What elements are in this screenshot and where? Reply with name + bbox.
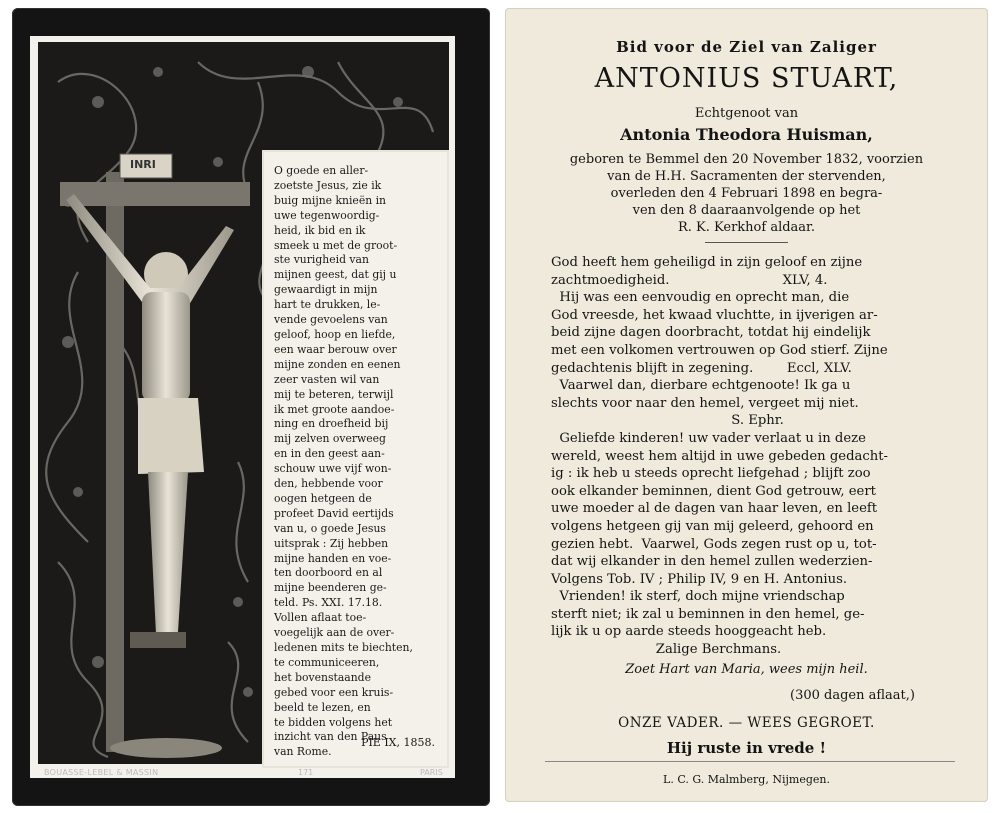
prayer-line: smeek u met de groot- <box>274 238 398 252</box>
prayer-line: ledenen mits te biechten, <box>274 641 413 654</box>
body-line: lijk ik u op aarde steeds hooggeacht heb. <box>551 624 827 640</box>
body-line: met een volkomen vertrouwen op God stierf. Zijne <box>551 342 888 358</box>
prayer-line: mijne beenderen ge- <box>274 581 387 595</box>
prayer-line: uwe tegenwoordig- <box>274 208 380 222</box>
body-line: sterft niet; ik zal u beminnen in den hemel, ge- <box>551 606 865 622</box>
body-line: slechts voor naar den hemel, vergeet mij niet. <box>551 395 859 411</box>
rest-in-peace: Hij ruste in vrede ! <box>666 739 827 757</box>
prayer-line: zoetste Jesus, zie ik <box>274 178 382 192</box>
body-line: Zalige Berchmans. <box>551 642 782 658</box>
city-footer: PARIS <box>420 768 443 777</box>
prayer-line: ning en droefheid bij <box>274 417 389 431</box>
card-number-footer: 171 <box>298 768 314 777</box>
body-line: volgens hetgeen gij van mij geleerd, gehoord en <box>551 518 874 534</box>
prayer-line: mijne zonden en eenen <box>274 357 401 371</box>
prayer-line: een waar berouw over <box>274 342 397 356</box>
body-line: Vaarwel dan, dierbare echtgenoote! Ik ga u <box>551 378 851 394</box>
prayer-signature: PIE IX, 1858. <box>361 736 435 749</box>
prayer-line: te bidden volgens het <box>274 715 393 729</box>
prayer-line: oogen hetgeen de <box>274 491 372 505</box>
prayer-line: mij zelven overweeg <box>274 432 386 446</box>
publisher-footer: BOUASSE-LEBEL & MASSIN <box>44 768 159 777</box>
indulgence-note: (300 dagen aflaat,) <box>790 688 915 703</box>
body-line: wereld, weest hem altijd in uwe gebeden gedacht- <box>551 448 889 464</box>
biography-line: van de H.H. Sacramenten der stervenden, <box>607 169 886 184</box>
prayer-line: mij te beteren, terwijl <box>274 387 394 401</box>
biography-line: R. K. Kerkhof aldaar. <box>678 220 815 235</box>
right-card-memorial-back <box>505 8 988 802</box>
prayer-line: geloof, hoop en liefde, <box>274 327 396 341</box>
body-line: ook elkander beminnen, dient God getrouw, eert <box>551 483 876 499</box>
prayer-text <box>274 164 440 760</box>
body-line: beid zijne dagen doorbracht, totdat hij eindelijk <box>551 325 871 341</box>
prayer-panel <box>262 150 449 768</box>
prayer-line: ste vurigheid van <box>274 253 369 267</box>
body-line: gedachtenis blijft in zegening. Eccl, XLV. <box>551 360 852 376</box>
prayer-line: ten doorboord en al <box>274 566 383 580</box>
prayer-line: hart te drukken, le- <box>274 298 381 312</box>
body-line: uwe moeder al de dagen van haar leven, en leeft <box>551 501 878 517</box>
prayer-line: van u, o goede Jesus <box>274 521 386 535</box>
prayer-line: vende gevoelens van <box>274 313 388 327</box>
body-line: Vrienden! ik sterf, doch mijne vriendschap <box>551 589 845 605</box>
deceased-name: ANTONIUS STUART, <box>594 63 899 94</box>
body-line: ig : ik heb u steeds oprecht liefgehad ; blijft zoo <box>551 466 871 482</box>
prayer-line: voegelijk aan de over- <box>274 626 395 640</box>
body-line: zachtmoedigheid. XLV, 4. <box>551 272 828 288</box>
prayer-line: schouw uwe vijf won- <box>274 462 392 476</box>
biography-line: ven den 8 daaraanvolgende op het <box>632 203 861 218</box>
prayer-line: heid, ik bid en ik <box>274 223 366 237</box>
body-line: God heeft hem geheiligd in zijn geloof en zijne <box>551 255 863 270</box>
body-line: S. Ephr. <box>551 413 784 429</box>
prayer-line: buig mijne knieën in <box>274 193 386 207</box>
prayer-line: inzicht van den Paus <box>274 730 387 744</box>
biography-line: overleden den 4 Februari 1898 en begra- <box>610 186 883 201</box>
prayer-line: uitsprak : Zij hebben <box>274 536 389 550</box>
memorial-body-text <box>551 254 971 659</box>
divider-rule-top <box>705 242 788 243</box>
prayer-line: profeet David eertijds <box>274 506 394 520</box>
prayer-line: van Rome. <box>274 745 332 759</box>
prayer-line: O goede en aller- <box>274 164 369 177</box>
biography-text <box>505 151 988 236</box>
body-line: Hij was een eenvoudig en oprecht man, die <box>551 290 850 306</box>
prayer-line: mijnen geest, dat gij u <box>274 268 397 282</box>
printer-credit: L. C. G. Malmberg, Nijmegen. <box>663 773 830 786</box>
body-line: God vreesde, het kwaad vluchtte, in ijverigen ar- <box>551 307 878 323</box>
prayer-line: den, hebbende voor <box>274 477 383 491</box>
prayer-line: mijne handen en voe- <box>274 551 392 565</box>
prayer-line: beeld te lezen, en <box>274 700 371 714</box>
inri-plaque: INRI <box>130 158 156 171</box>
memorial-heading: Bid voor de Ziel van Zaliger <box>616 38 877 56</box>
body-line: gezien hebt. Vaarwel, Gods zegen rust op u, tot- <box>551 536 877 552</box>
body-line: dat wij elkander in den hemel zullen wederzien- <box>551 554 873 570</box>
body-line: Volgens Tob. IV ; Philip IV, 9 en H. Antonius. <box>551 571 848 587</box>
prayer-line: Vollen aflaat toe- <box>274 611 367 625</box>
prayers-line: ONZE VADER. — WEES GEGROET. <box>618 715 875 731</box>
prayer-line: ik met groote aandoe- <box>274 402 395 416</box>
spouse-name: Antonia Theodora Huisman, <box>620 125 873 144</box>
biography-line: geboren te Bemmel den 20 November 1832, voorzien <box>569 152 924 167</box>
ejaculation-prayer: Zoet Hart van Maria, wees mijn heil. <box>625 662 868 677</box>
relation-line: Echtgenoot van <box>694 106 799 121</box>
prayer-line: te communiceeren, <box>274 655 380 669</box>
prayer-line: het bovenstaande <box>274 670 371 684</box>
prayer-line: en in den geest aan- <box>274 447 385 461</box>
prayer-line: zeer vasten wil van <box>274 372 380 386</box>
prayer-line: gebed voor een kruis- <box>274 685 394 699</box>
divider-rule-bottom <box>545 761 955 762</box>
body-line: Geliefde kinderen! uw vader verlaat u in deze <box>551 430 866 446</box>
prayer-line: teld. Ps. XXI. 17.18. <box>274 596 383 610</box>
prayer-line: gewaardigt in mijn <box>274 283 378 297</box>
